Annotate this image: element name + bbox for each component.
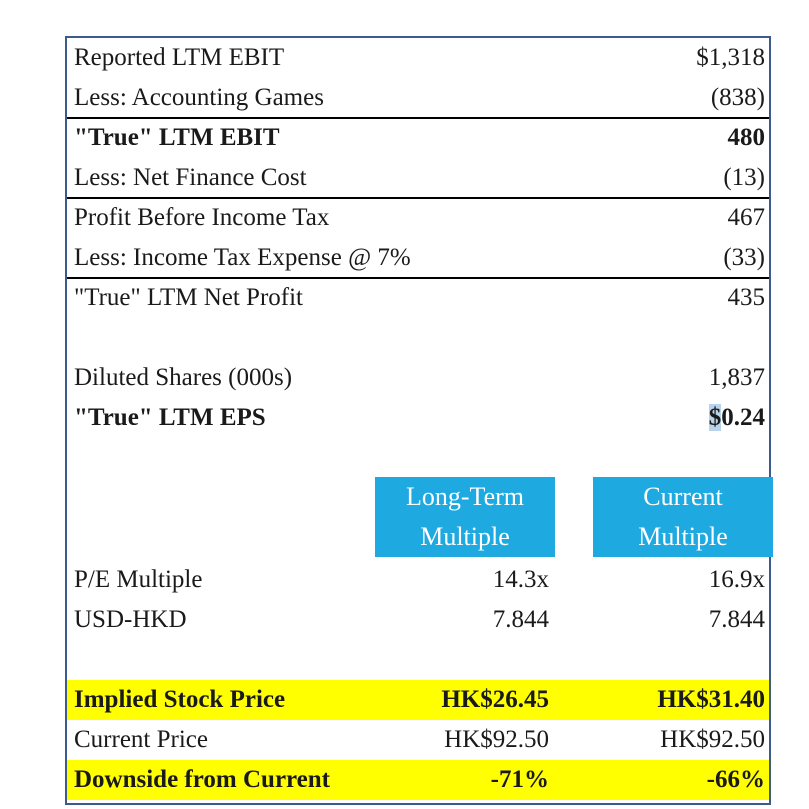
row-diluted-shares bbox=[67, 358, 769, 398]
current-value: HK$92.50 bbox=[660, 726, 765, 753]
row-value bbox=[709, 398, 765, 438]
row-label: Downside from Current bbox=[74, 766, 331, 793]
row-true-eps bbox=[67, 398, 769, 438]
row-label: USD-HKD bbox=[74, 606, 187, 633]
long-term-value: -71% bbox=[490, 766, 549, 793]
row-downside bbox=[67, 760, 769, 800]
row-value: 467 bbox=[727, 204, 765, 231]
header-line: Multiple bbox=[638, 522, 728, 551]
long-term-value: HK$92.50 bbox=[444, 726, 549, 753]
row-pbt bbox=[67, 198, 769, 238]
row-implied-stock-price bbox=[67, 680, 769, 720]
row-value: 1,837 bbox=[708, 364, 765, 391]
row-label: Implied Stock Price bbox=[74, 686, 286, 713]
row-pe-multiple bbox=[67, 560, 769, 600]
row-value: $1,318 bbox=[696, 44, 765, 71]
current-value: -66% bbox=[706, 766, 765, 793]
row-value: 435 bbox=[727, 284, 765, 311]
row-label: Diluted Shares (000s) bbox=[74, 364, 293, 391]
header-current-multiple bbox=[593, 477, 773, 557]
row-current-price bbox=[67, 720, 769, 760]
long-term-value: HK$26.45 bbox=[441, 686, 549, 713]
current-value: 7.844 bbox=[708, 606, 765, 633]
row-label: "True" LTM Net Profit bbox=[74, 284, 303, 311]
header-long-term-multiple bbox=[375, 477, 555, 557]
header-line: Current bbox=[643, 482, 723, 511]
eps-currency-symbol: $ bbox=[708, 404, 722, 431]
current-value: HK$31.40 bbox=[657, 686, 765, 713]
eps-amount: 0.24 bbox=[721, 404, 765, 431]
row-label: P/E Multiple bbox=[74, 566, 203, 593]
row-net-profit bbox=[67, 278, 769, 318]
row-label: Less: Net Finance Cost bbox=[74, 164, 307, 191]
row-accounting-games bbox=[67, 78, 769, 118]
row-label: Reported LTM EBIT bbox=[74, 44, 285, 71]
row-net-finance bbox=[67, 158, 769, 198]
row-reported-ebit bbox=[67, 38, 769, 78]
header-line: Multiple bbox=[420, 522, 510, 551]
long-term-value: 7.844 bbox=[492, 606, 549, 633]
row-label: "True" LTM EBIT bbox=[74, 124, 280, 151]
row-value: (13) bbox=[723, 164, 765, 191]
row-label: Current Price bbox=[74, 726, 208, 753]
row-label: Less: Income Tax Expense @ 7% bbox=[74, 244, 411, 271]
row-label: "True" LTM EPS bbox=[74, 404, 266, 431]
header-line: Long-Term bbox=[405, 482, 525, 511]
row-label: Less: Accounting Games bbox=[74, 84, 324, 111]
row-label: Profit Before Income Tax bbox=[74, 204, 330, 231]
row-usd-hkd bbox=[67, 600, 769, 640]
row-value: (838) bbox=[710, 84, 765, 111]
current-value: 16.9x bbox=[708, 566, 765, 593]
row-true-ebit bbox=[67, 118, 769, 158]
row-value: (33) bbox=[723, 244, 765, 271]
long-term-value: 14.3x bbox=[492, 566, 549, 593]
row-value: 480 bbox=[727, 124, 765, 151]
row-tax bbox=[67, 238, 769, 278]
